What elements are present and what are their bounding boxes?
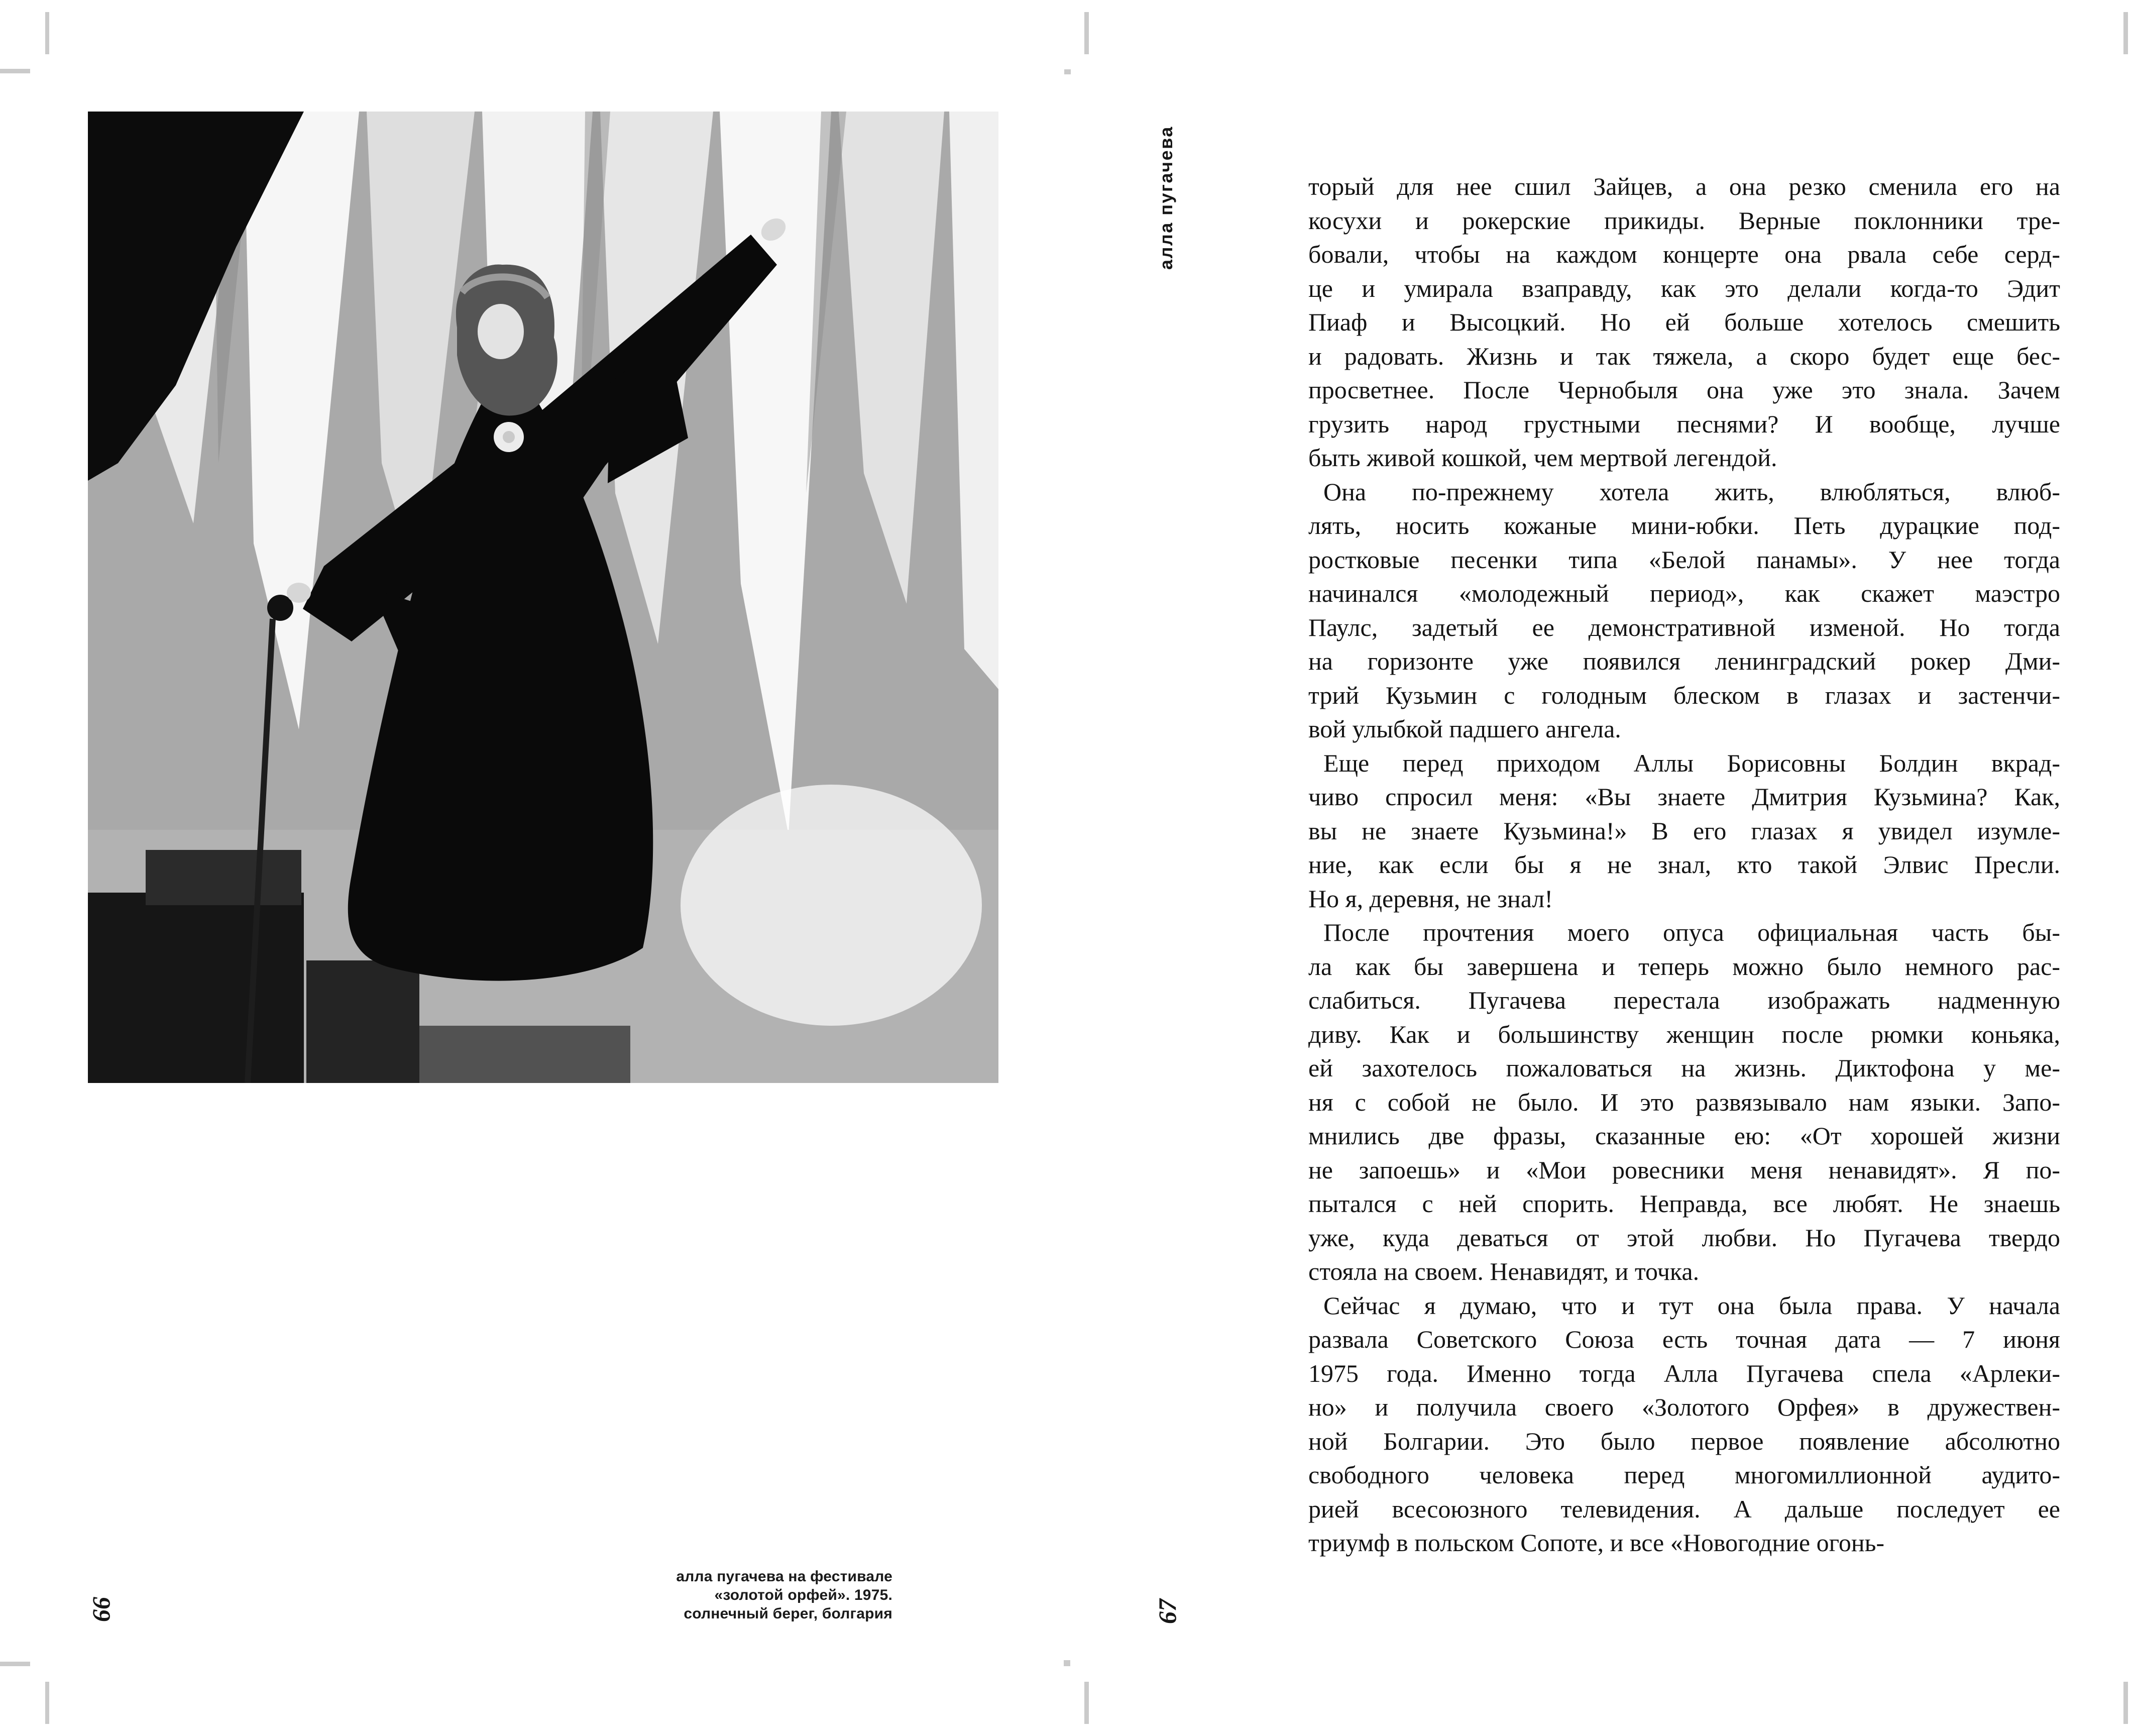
text-line: це и умирала взаправду, как это делали когда-то Эдит bbox=[1308, 274, 2060, 302]
text-line: Паулс, задетый ее демонстративной изменой. Но тогда bbox=[1308, 613, 2060, 641]
text-line: косухи и рокерские прикиды. Верные поклонники тре- bbox=[1308, 206, 2060, 235]
text-line: грузить народ грустными песнями? И вообще, лучше bbox=[1308, 409, 2060, 438]
text-line: 1975 года. Именно тогда Алла Пугачева спела «Арлеки- bbox=[1308, 1359, 2060, 1387]
text-line: ла как бы завершена и теперь можно было немного рас- bbox=[1308, 952, 2060, 981]
text-line: вой улыбкой падшего ангела. bbox=[1308, 715, 1621, 743]
text-line: торый для нее сшил Зайцев, а она резко сменила его на bbox=[1308, 172, 2060, 200]
text-line: стояла на своем. Ненавидят, и точка. bbox=[1308, 1257, 1700, 1285]
text-line: уже, куда деваться от этой любви. Но Пугачева твердо bbox=[1308, 1223, 2060, 1252]
crop-mark-bottom-middle-dash bbox=[1064, 1660, 1070, 1666]
text-line: рией всесоюзного телевидения. А дальше последует ее bbox=[1308, 1494, 2060, 1523]
body-text bbox=[1308, 170, 2060, 1560]
crop-mark-bottom-left-vertical bbox=[45, 1682, 49, 1724]
text-line: пытался с ней спорить. Неправда, все любят. Не знаешь bbox=[1308, 1189, 2060, 1218]
text-line: свободного человека перед многомиллионной аудито- bbox=[1308, 1461, 2060, 1489]
text-line: Сейчас я думаю, что и тут она была права. У начала bbox=[1323, 1291, 2060, 1320]
stage-light-glow bbox=[681, 785, 982, 1026]
crop-mark-bottom-left-horizontal bbox=[0, 1662, 30, 1666]
text-line: бовали, чтобы на каждом концерте она рвала себе серд- bbox=[1308, 240, 2060, 268]
text-line: ростковые песенки типа «Белой панамы». У нее тогда bbox=[1308, 545, 2060, 574]
crop-mark-top-middle-vertical bbox=[1084, 12, 1089, 54]
page-number-left: 66 bbox=[87, 1597, 115, 1622]
text-line: ной Болгарии. Это было первое появление абсолютно bbox=[1308, 1427, 2060, 1455]
text-line: начинался «молодежный период», как скажет маэстро bbox=[1308, 579, 2060, 607]
caption-line: солнечный берег, болгария bbox=[684, 1605, 892, 1622]
crop-mark-top-left-vertical bbox=[45, 12, 49, 54]
crop-mark-top-right-vertical bbox=[2123, 12, 2128, 54]
text-line: но» и получила своего «Золотого Орфея» в дружествен- bbox=[1308, 1393, 2060, 1421]
performer-photo bbox=[88, 112, 998, 1083]
caption-line: «золотой орфей». 1975. bbox=[714, 1587, 892, 1603]
text-line: После прочтения моего опуса официальная часть бы- bbox=[1323, 918, 2060, 946]
text-line: и радовать. Жизнь и так тяжела, а скоро будет еще бес- bbox=[1308, 342, 2060, 370]
page-number-right: 67 bbox=[1153, 1599, 1181, 1624]
text-line: лять, носить кожаные мини-юбки. Петь дурацкие под- bbox=[1308, 511, 2060, 539]
crop-mark-bottom-middle-vertical bbox=[1084, 1682, 1089, 1724]
text-line: Она по-прежнему хотела жить, влюбляться, влюб- bbox=[1323, 477, 2060, 506]
text-line: развала Советского Союза есть точная дата — 7 июня bbox=[1308, 1325, 2060, 1353]
text-line: мнились две фразы, сказанные ею: «От хорошей жизни bbox=[1308, 1122, 2060, 1150]
text-line: Еще перед приходом Аллы Борисовны Болдин вкрад- bbox=[1323, 748, 2060, 777]
text-line: Пиаф и Высоцкий. Но ей больше хотелось смешить bbox=[1308, 308, 2060, 336]
text-line: триумф в польском Сопоте, и все «Новогодние огонь- bbox=[1308, 1529, 1885, 1557]
text-line: слабиться. Пугачева перестала изображать надменную bbox=[1308, 986, 2060, 1014]
text-line: на горизонте уже появился ленинградский рокер Дми- bbox=[1308, 647, 2060, 675]
crop-mark-top-left-horizontal bbox=[0, 69, 30, 73]
text-line: чиво спросил меня: «Вы знаете Дмитрия Кузьмина? Как, bbox=[1308, 783, 2060, 811]
crop-mark-bottom-right-vertical bbox=[2123, 1682, 2128, 1724]
text-line: ня с собой не было. И это развязывало нам языки. Запо- bbox=[1308, 1088, 2060, 1116]
text-line: не запоешь» и «Мои ровесники меня ненавидят». Я по- bbox=[1308, 1155, 2060, 1184]
photo-caption bbox=[491, 1567, 892, 1623]
text-line: вы не знаете Кузьмина!» В его глазах я увидел изумле- bbox=[1308, 816, 2060, 845]
caption-line: алла пугачева на фестивале bbox=[676, 1568, 892, 1585]
text-line: просветнее. После Чернобыля она уже это знала. Зачем bbox=[1308, 376, 2060, 404]
text-line: диву. Как и большинству женщин после рюмки коньяка, bbox=[1308, 1020, 2060, 1048]
text-line: трий Кузьмин с голодным блеском в глазах и застенчи- bbox=[1308, 681, 2060, 709]
text-line: Но я, деревня, не знал! bbox=[1308, 884, 1553, 913]
crop-mark-top-middle-dash bbox=[1064, 69, 1071, 74]
text-line: ние, как если бы я не знал, кто такой Элвис Пресли. bbox=[1308, 850, 2060, 879]
running-header: алла пугачева bbox=[1156, 126, 1176, 270]
text-line: быть живой кошкой, чем мертвой легендой. bbox=[1308, 444, 1777, 472]
text-line: ей захотелось пожаловаться на жизнь. Диктофона у ме- bbox=[1308, 1054, 2060, 1082]
